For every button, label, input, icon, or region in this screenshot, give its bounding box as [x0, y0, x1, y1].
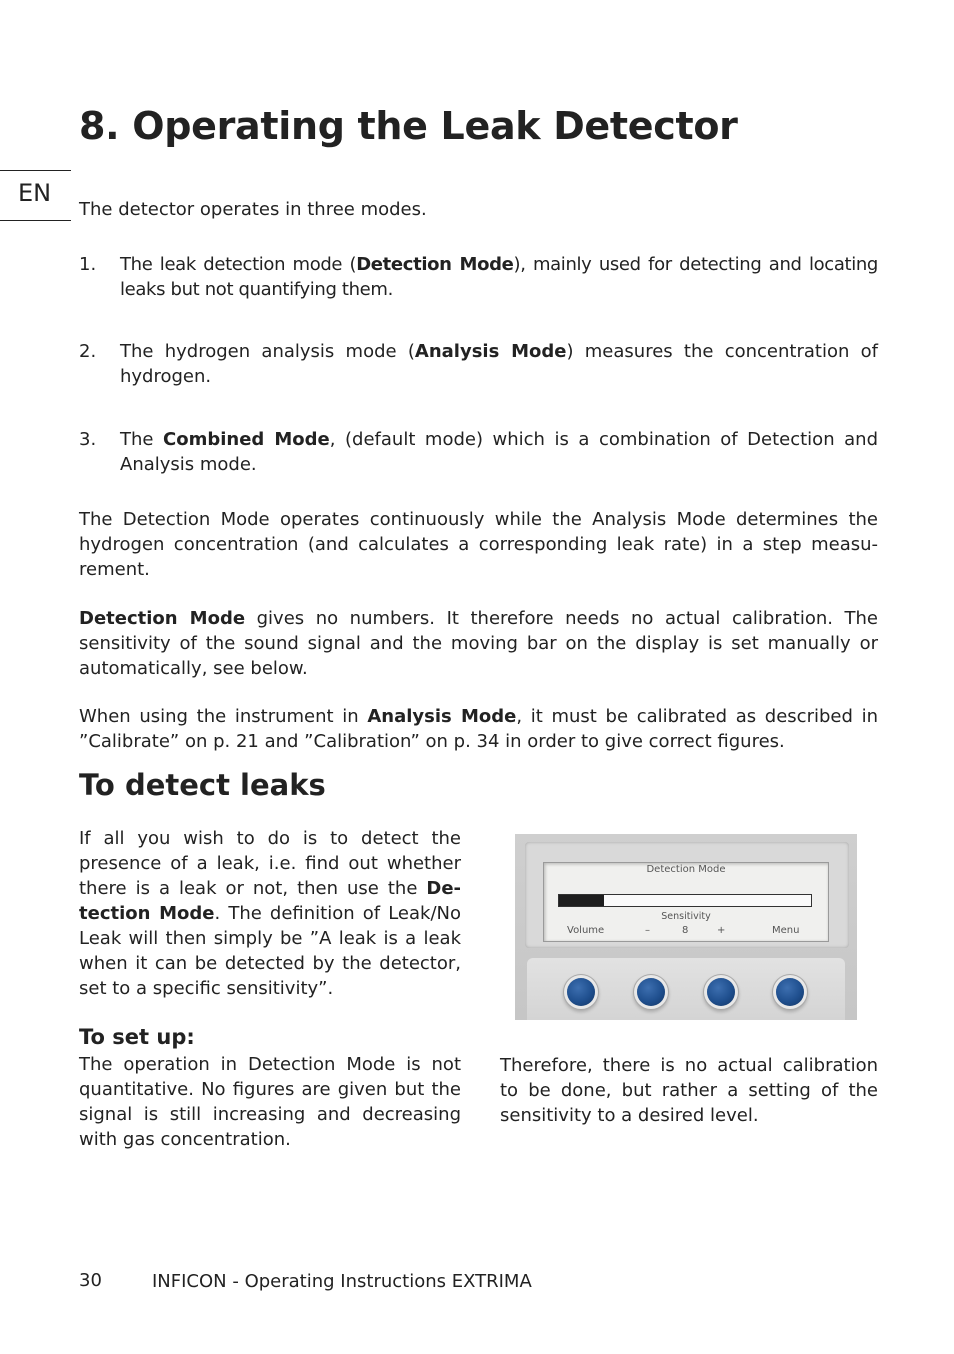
display-plus-label: + [717, 925, 726, 936]
paragraph-analysis-mode [79, 704, 878, 754]
display-sensitivity-value: 8 [682, 925, 689, 936]
paragraph-modes: The Detection Mode operates continuously while the Analysis Mode determines the hydrogen concentration (and calculates a corresponding leak rate) in a step measu-rement. [79, 509, 878, 580]
list-item-text-bold: Combined Mode [163, 429, 330, 450]
list-item-text-post: , (default mode) which is a combination of Detection and Analysis mode. [120, 429, 878, 475]
paragraph-text-post: , it must be calibrated as described in ”Calibrate” on p. 21 and ”Calibration” on p. 34 in order to give correct figures. [79, 706, 878, 752]
paragraph-setup: The operation in Detection Mode is not quantitative. No figures are given but the signal is still increasing and decreasing with gas concentration. [79, 1054, 461, 1150]
list-item-number: 2. [79, 341, 97, 362]
language-tab [0, 170, 71, 221]
plus-button [707, 978, 735, 1006]
display-menu-label: Menu [772, 925, 800, 936]
list-item [120, 427, 878, 477]
list-item-number: 1. [79, 254, 97, 275]
list-item-text-pre: The hydrogen analysis mode ( [120, 341, 415, 362]
footer-text: INFICON - Operating Instructions EXTRIMA [152, 1271, 532, 1292]
paragraph-bold: De-tection Mode [79, 878, 461, 924]
display-sensitivity-label: Sensitivity [661, 911, 711, 922]
signal-bar [558, 894, 812, 907]
paragraph-text: gives no numbers. It therefore needs no actual calibration. The sensitivity of the sound signal and the moving bar on the display is set manually or automatically, see below. [79, 608, 878, 679]
volume-button [567, 978, 595, 1006]
paragraph-bold: Analysis Mode [367, 706, 517, 727]
paragraph-text-pre: If all you wish to do is to detect the presence of a leak, i.e. find out whether there is a leak or not, then use the [79, 828, 461, 899]
display-volume-label: Volume [567, 925, 605, 936]
list-item-text-post: ) measures the concentration of hydrogen. [120, 341, 878, 387]
section-title: To detect leaks [79, 768, 326, 802]
list-item-text-post: ), mainly used for detecting and locating leaks but not quantifying them. [120, 254, 878, 300]
language-tab-label: EN [18, 179, 52, 207]
device-display-photo [515, 834, 857, 1020]
paragraph-text-post: . The definition of Leak/No Leak will then simply be ”A leak is a leak when it can be detected by the detector, set to a specific sensitivity”. [79, 903, 462, 999]
page-number: 30 [79, 1270, 102, 1291]
list-item-number: 3. [79, 429, 97, 450]
list-item-text-pre: The [120, 429, 164, 450]
setup-title: To set up: [79, 1025, 195, 1049]
paragraph-text-pre: When using the instrument in [79, 706, 368, 727]
paragraph-detect-leaks [79, 826, 461, 1001]
display-mode-label: Detection Mode [646, 864, 726, 875]
minus-button [637, 978, 665, 1006]
display-minus-label: – [645, 925, 650, 936]
list-item-text-bold: Detection Mode [356, 254, 514, 275]
menu-button [776, 978, 804, 1006]
display-screen [543, 862, 829, 942]
paragraph-detection-mode [79, 606, 878, 681]
list-item [120, 252, 878, 302]
page-title: 8. Operating the Leak Detector [79, 104, 738, 148]
list-item [120, 339, 878, 389]
intro-text: The detector operates in three modes. [79, 199, 427, 220]
paragraph-calibration-note: Therefore, there is no actual calibration to be done, but rather a setting of the sensitivity to a desired level. [500, 1055, 878, 1126]
signal-bar-fill [559, 895, 604, 906]
list-item-text-bold: Analysis Mode [414, 341, 567, 362]
list-item-text-pre: The leak detection mode ( [120, 254, 357, 275]
paragraph-bold: Detection Mode [79, 608, 246, 629]
